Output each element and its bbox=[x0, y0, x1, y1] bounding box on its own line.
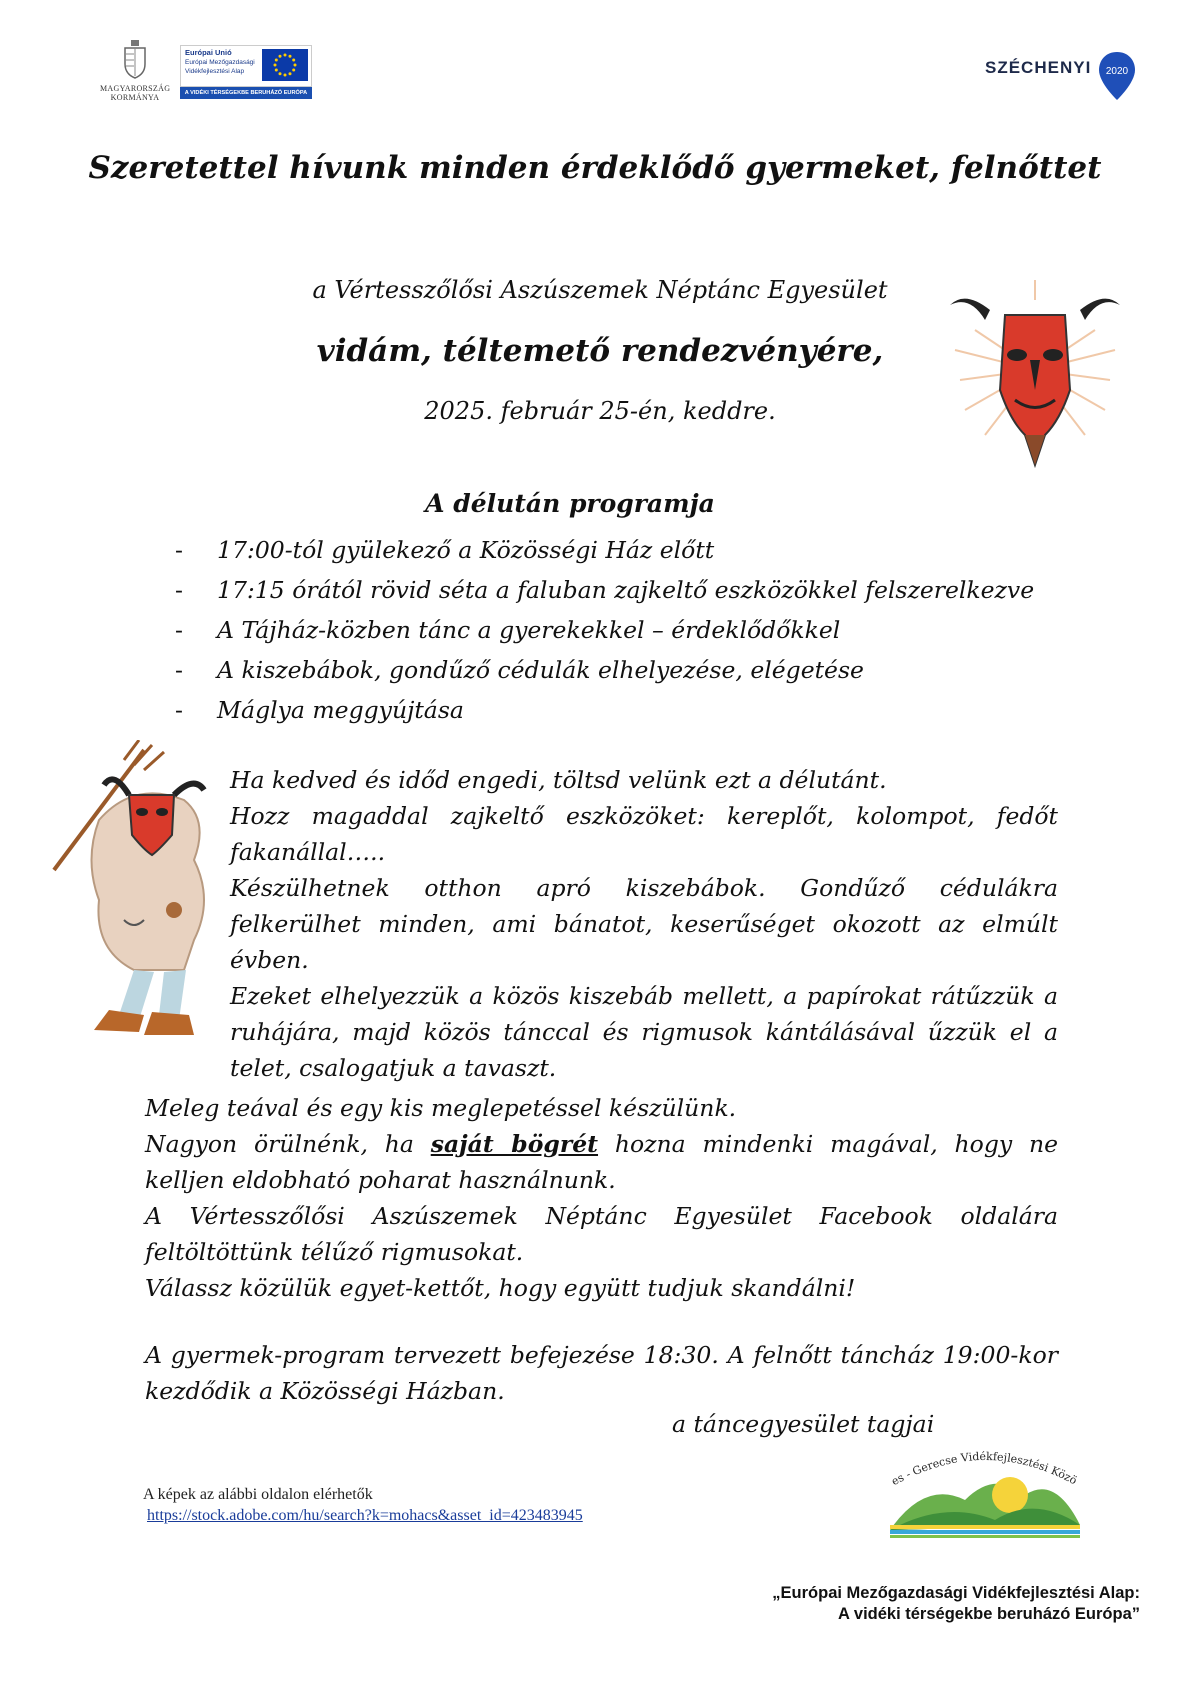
busho-figure-illustration bbox=[44, 740, 220, 1052]
list-bullet: - bbox=[175, 696, 183, 724]
list-bullet: - bbox=[175, 656, 183, 684]
invitation-headline: Szeretettel hívunk minden érdeklődő gyermeket, felnőttet bbox=[88, 150, 1102, 186]
hungarian-government-logo bbox=[100, 40, 170, 102]
organizer-line: a Vértesszőlősi Aszúszemek Néptánc Egyesület bbox=[312, 276, 888, 304]
invitation-paragraph-2 bbox=[145, 1090, 1058, 1306]
program-item-text: 17:15 órától rövid séta a faluban zajkeltő eszközökkel felszerelkezve bbox=[217, 576, 1035, 604]
eu-logo-subtitle-1: Európai Mezőgazdasági bbox=[185, 59, 255, 66]
eu-logo-box bbox=[180, 45, 312, 87]
eu-logo-title: Európai Unió bbox=[185, 48, 232, 57]
image-source-link[interactable]: https://stock.adobe.com/hu/search?k=mohacs&asset_id=423483945 bbox=[147, 1507, 583, 1524]
list-bullet: - bbox=[175, 536, 183, 564]
vgvk-logo-text: es - Gerecse Vidékfejlesztési Közö bbox=[889, 1449, 1080, 1489]
program-item bbox=[175, 610, 1075, 650]
mug-text-post: hozna mindenki magával, hogy ne kelljen eldobható poharat használnunk. bbox=[145, 1130, 1059, 1194]
program-list bbox=[175, 530, 1075, 730]
coat-of-arms-icon bbox=[122, 40, 148, 80]
footer-line-1: „Európai Mezőgazdasági Vidékfejlesztési Alap: bbox=[772, 1584, 1140, 1602]
mug-text-pre: Nagyon örülnénk, ha bbox=[145, 1130, 431, 1158]
own-mug-emphasis: saját bögrét bbox=[430, 1130, 599, 1158]
program-title: A délután programja bbox=[425, 489, 715, 518]
paragraph-line: Készülhetnek otthon apró kiszebábok. Gondűző cédulákra felkerülhet minden, ami bánatot, keserűséget okozott az elmúlt évben. bbox=[230, 874, 1058, 974]
szechenyi-2020-logo bbox=[985, 50, 1135, 100]
event-title: vidám, téltemető rendezvényére, bbox=[316, 333, 884, 369]
szechenyi-word: SZÉCHENYI bbox=[985, 58, 1092, 77]
paragraph-line: Ezeket elhelyezzük a közös kiszebáb mellett, a papírokat rátűzzük a ruhájára, majd közös tánccal és rigmusok kántálásával űzzük el a telet, csalogatjuk a tavaszt. bbox=[230, 982, 1058, 1082]
program-item-text: 17:00-tól gyülekező a Közösségi Ház előtt bbox=[217, 536, 715, 564]
szechenyi-year: 2020 bbox=[1105, 66, 1129, 77]
invitation-paragraph-3 bbox=[145, 1337, 1058, 1409]
eu-eafrd-logo bbox=[180, 45, 310, 101]
list-bullet: - bbox=[175, 616, 183, 644]
gov-logo-line-1: MAGYARORSZÁG bbox=[100, 84, 171, 93]
eu-logo-band: A VIDÉKI TÉRSÉGEKBE BERUHÁZÓ EURÓPA bbox=[180, 87, 312, 99]
invitation-paragraph-1 bbox=[230, 762, 1058, 1086]
gov-logo-line-2: KORMÁNYA bbox=[110, 93, 160, 102]
program-item-text: Máglya meggyújtása bbox=[217, 696, 464, 724]
hills-logo-icon bbox=[885, 1440, 1085, 1540]
footer-eafrd-statement bbox=[620, 1583, 1140, 1625]
paragraph-line: Ha kedved és időd engedi, töltsd velünk ezt a délutánt. bbox=[230, 766, 887, 794]
program-item-text: A kiszebábok, gondűző cédulák elhelyezése, elégetése bbox=[217, 656, 864, 684]
eu-logo-subtitle-2: Vidékfejlesztési Alap bbox=[185, 68, 245, 75]
footer-line-2: A vidéki térségekbe beruházó Európa” bbox=[838, 1605, 1140, 1623]
eu-flag-icon bbox=[262, 49, 308, 81]
paragraph-line: A Vértesszőlősi Aszúszemek Néptánc Egyesület Facebook oldalára feltöltöttünk télűző rigmusokat. bbox=[145, 1202, 1058, 1266]
eu-logo-subtitle bbox=[185, 58, 255, 76]
paragraph-line: Hozz magaddal zajkeltő eszközöket: kereplőt, kolompot, fedőt fakanállal….. bbox=[230, 802, 1058, 866]
image-credit-text: A képek az alábbi oldalon elérhetők bbox=[143, 1486, 373, 1503]
program-item-text: A Tájház-közben tánc a gyerekekkel – érdeklődőkkel bbox=[217, 616, 841, 644]
program-item bbox=[175, 690, 1075, 730]
program-item bbox=[175, 650, 1075, 690]
program-item bbox=[175, 530, 1075, 570]
list-bullet: - bbox=[175, 576, 183, 604]
vertes-gerecse-logo bbox=[885, 1440, 1085, 1540]
paragraph-line: Meleg teával és egy kis meglepetéssel készülünk. bbox=[145, 1094, 737, 1122]
map-pin-icon bbox=[1097, 50, 1137, 102]
busho-mask-illustration bbox=[945, 270, 1125, 470]
program-item bbox=[175, 570, 1075, 610]
signature: a táncegyesület tagjai bbox=[672, 1410, 935, 1438]
paragraph-line: A gyermek-program tervezett befejezése 18:30. A felnőtt táncház 19:00-kor kezdődik a Közösségi Házban. bbox=[145, 1341, 1058, 1405]
paragraph-line bbox=[145, 1126, 1058, 1198]
event-date: 2025. február 25-én, keddre. bbox=[424, 397, 776, 425]
paragraph-line: Válassz közülük egyet-kettőt, hogy együtt tudjuk skandálni! bbox=[145, 1274, 856, 1302]
